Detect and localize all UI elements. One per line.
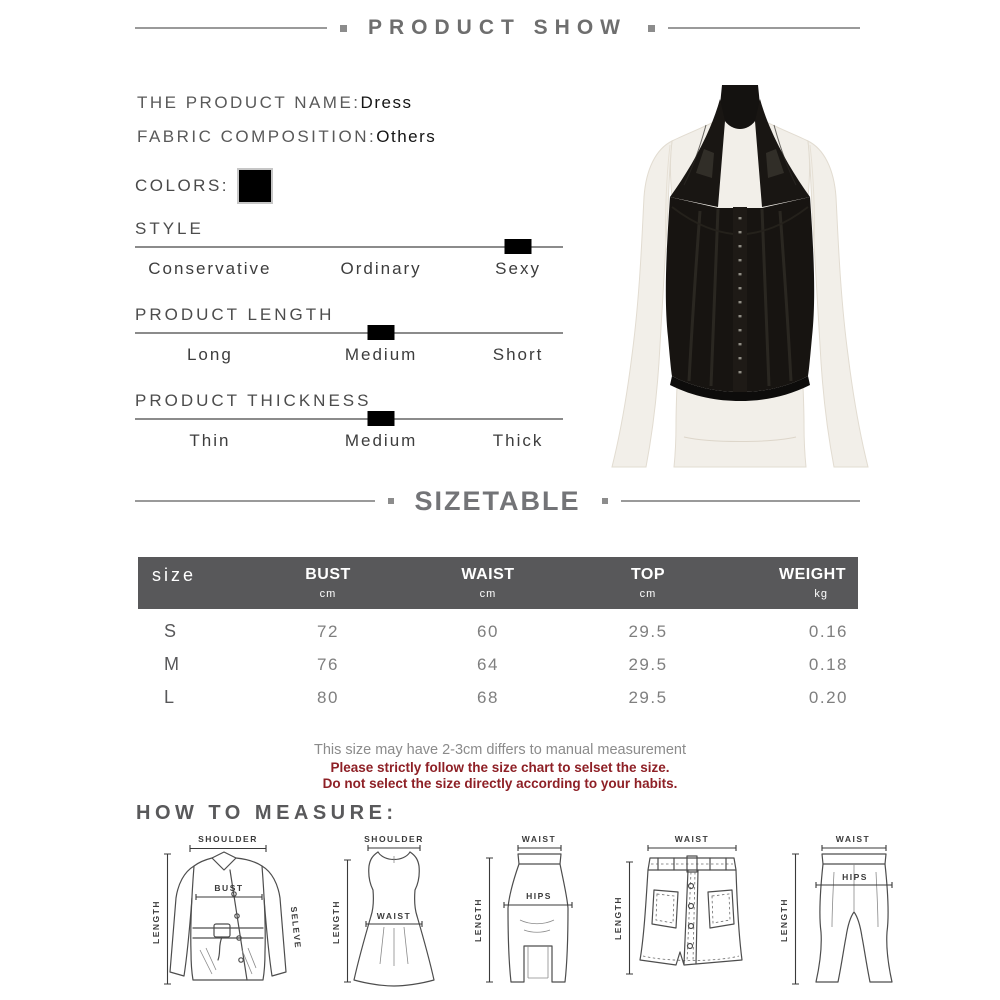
style-attribute — [135, 220, 563, 290]
svg-text:LENGTH: LENGTH — [473, 898, 483, 942]
thickness-option: Thin — [189, 431, 231, 450]
diagram-jacket — [150, 832, 308, 992]
style-option: Sexy — [495, 259, 541, 278]
color-swatch — [237, 168, 273, 204]
note-follow-chart: Please strictly follow the size chart to selset the size. — [330, 760, 670, 775]
style-options — [135, 259, 563, 279]
length-slider-marker — [368, 325, 395, 340]
measure-diagrams — [150, 832, 908, 994]
svg-text:SHOULDER: SHOULDER — [198, 834, 258, 844]
note-do-not-habit: Do not select the size directly according to your habits. — [322, 775, 678, 791]
size-table — [138, 557, 858, 714]
unit-weight: kg — [814, 588, 828, 600]
style-slider-marker — [505, 239, 532, 254]
style-option: Conservative — [148, 259, 272, 278]
svg-text:LENGTH: LENGTH — [331, 900, 341, 944]
cell-weight: 0.16 — [808, 621, 848, 641]
fabric-value: Others — [376, 127, 437, 146]
diagram-mini-skirt — [606, 832, 756, 992]
length-option: Medium — [344, 345, 418, 364]
length-slider-track — [135, 332, 563, 334]
product-name-value: Dress — [360, 93, 413, 112]
thickness-options — [135, 431, 563, 451]
fabric-row — [137, 128, 436, 146]
cell-weight: 0.18 — [808, 654, 848, 674]
unit-waist: cm — [479, 588, 497, 600]
row-size-label: M — [164, 654, 179, 674]
thickness-attribute — [135, 392, 563, 462]
svg-text:WAIST: WAIST — [835, 834, 871, 844]
section-title-product-show: PRODUCT SHOW — [368, 16, 627, 39]
size-table-body — [138, 615, 858, 714]
style-slider-track — [135, 246, 563, 248]
sizetable-header — [135, 486, 860, 516]
style-title: STYLE — [135, 219, 204, 238]
cell-bust: 76 — [317, 654, 339, 674]
svg-text:LENGTH: LENGTH — [779, 898, 789, 942]
fabric-label: FABRIC COMPOSITION: — [137, 127, 377, 146]
length-option: Long — [186, 345, 233, 364]
column-header-size: size — [152, 565, 197, 585]
cell-weight: 0.20 — [808, 687, 848, 707]
length-options — [135, 345, 563, 365]
column-header-bust: BUST — [305, 566, 351, 583]
svg-text:SHOULDER: SHOULDER — [364, 834, 424, 844]
cell-top: 29.5 — [628, 621, 668, 641]
square-bullet-icon — [648, 25, 655, 32]
thickness-option: Thick — [492, 431, 544, 450]
cell-top: 29.5 — [628, 654, 668, 674]
cell-top: 29.5 — [628, 687, 668, 707]
product-name-row — [137, 94, 412, 112]
column-header-waist: WAIST — [461, 566, 515, 583]
style-option: Ordinary — [340, 259, 422, 278]
product-name-label: THE PRODUCT NAME: — [137, 93, 361, 112]
size-table-header — [138, 557, 858, 609]
unit-bust: cm — [319, 588, 337, 600]
square-bullet-icon — [602, 498, 608, 504]
diagram-pants — [776, 832, 908, 992]
svg-text:LENGTH: LENGTH — [613, 896, 623, 940]
thickness-option: Medium — [344, 431, 418, 450]
note-measurement-tolerance: This size may have 2-3cm differs to manual measurement — [313, 742, 687, 758]
svg-text:HIPS: HIPS — [526, 891, 552, 901]
row-size-label: S — [164, 621, 177, 641]
product-show-header — [135, 15, 860, 41]
diagram-pencil-skirt — [468, 832, 586, 992]
divider-line — [668, 27, 860, 29]
row-size-label: L — [164, 687, 175, 707]
column-header-weight: WEIGHT — [779, 566, 846, 583]
table-row — [138, 681, 858, 714]
column-header-top: TOP — [630, 566, 666, 583]
length-attribute — [135, 306, 563, 376]
section-title-sizetable: SIZETABLE — [414, 485, 581, 516]
divider-line — [135, 27, 327, 29]
size-notes — [0, 741, 1000, 790]
svg-text:BUST: BUST — [214, 883, 244, 893]
mannequin-black-halter-top-illustration — [600, 85, 880, 475]
cell-waist: 68 — [477, 687, 499, 707]
colors-row — [135, 168, 273, 204]
diagram-dress — [328, 832, 448, 992]
cell-waist: 60 — [477, 621, 499, 641]
svg-text:WAIST: WAIST — [376, 911, 412, 921]
square-bullet-icon — [340, 25, 347, 32]
table-row — [138, 615, 858, 648]
divider-line — [621, 500, 861, 502]
divider-line — [135, 500, 375, 502]
thickness-slider-track — [135, 418, 563, 420]
svg-text:WAIST: WAIST — [674, 834, 710, 844]
colors-label: COLORS: — [135, 176, 230, 195]
svg-text:WAIST: WAIST — [521, 834, 557, 844]
square-bullet-icon — [388, 498, 394, 504]
table-row — [138, 648, 858, 681]
length-title: PRODUCT LENGTH — [135, 305, 335, 324]
cell-bust: 72 — [317, 621, 339, 641]
unit-top: cm — [639, 588, 657, 600]
length-option: Short — [492, 345, 544, 364]
how-to-measure-title: HOW TO MEASURE: — [136, 802, 398, 824]
thickness-slider-marker — [368, 411, 395, 426]
svg-text:LENGTH: LENGTH — [151, 900, 161, 944]
svg-text:HIPS: HIPS — [842, 872, 868, 882]
cell-bust: 80 — [317, 687, 339, 707]
cell-waist: 64 — [477, 654, 499, 674]
svg-text:SELEVE: SELEVE — [288, 906, 304, 950]
product-photo — [600, 85, 880, 475]
thickness-title: PRODUCT THICKNESS — [135, 391, 372, 410]
